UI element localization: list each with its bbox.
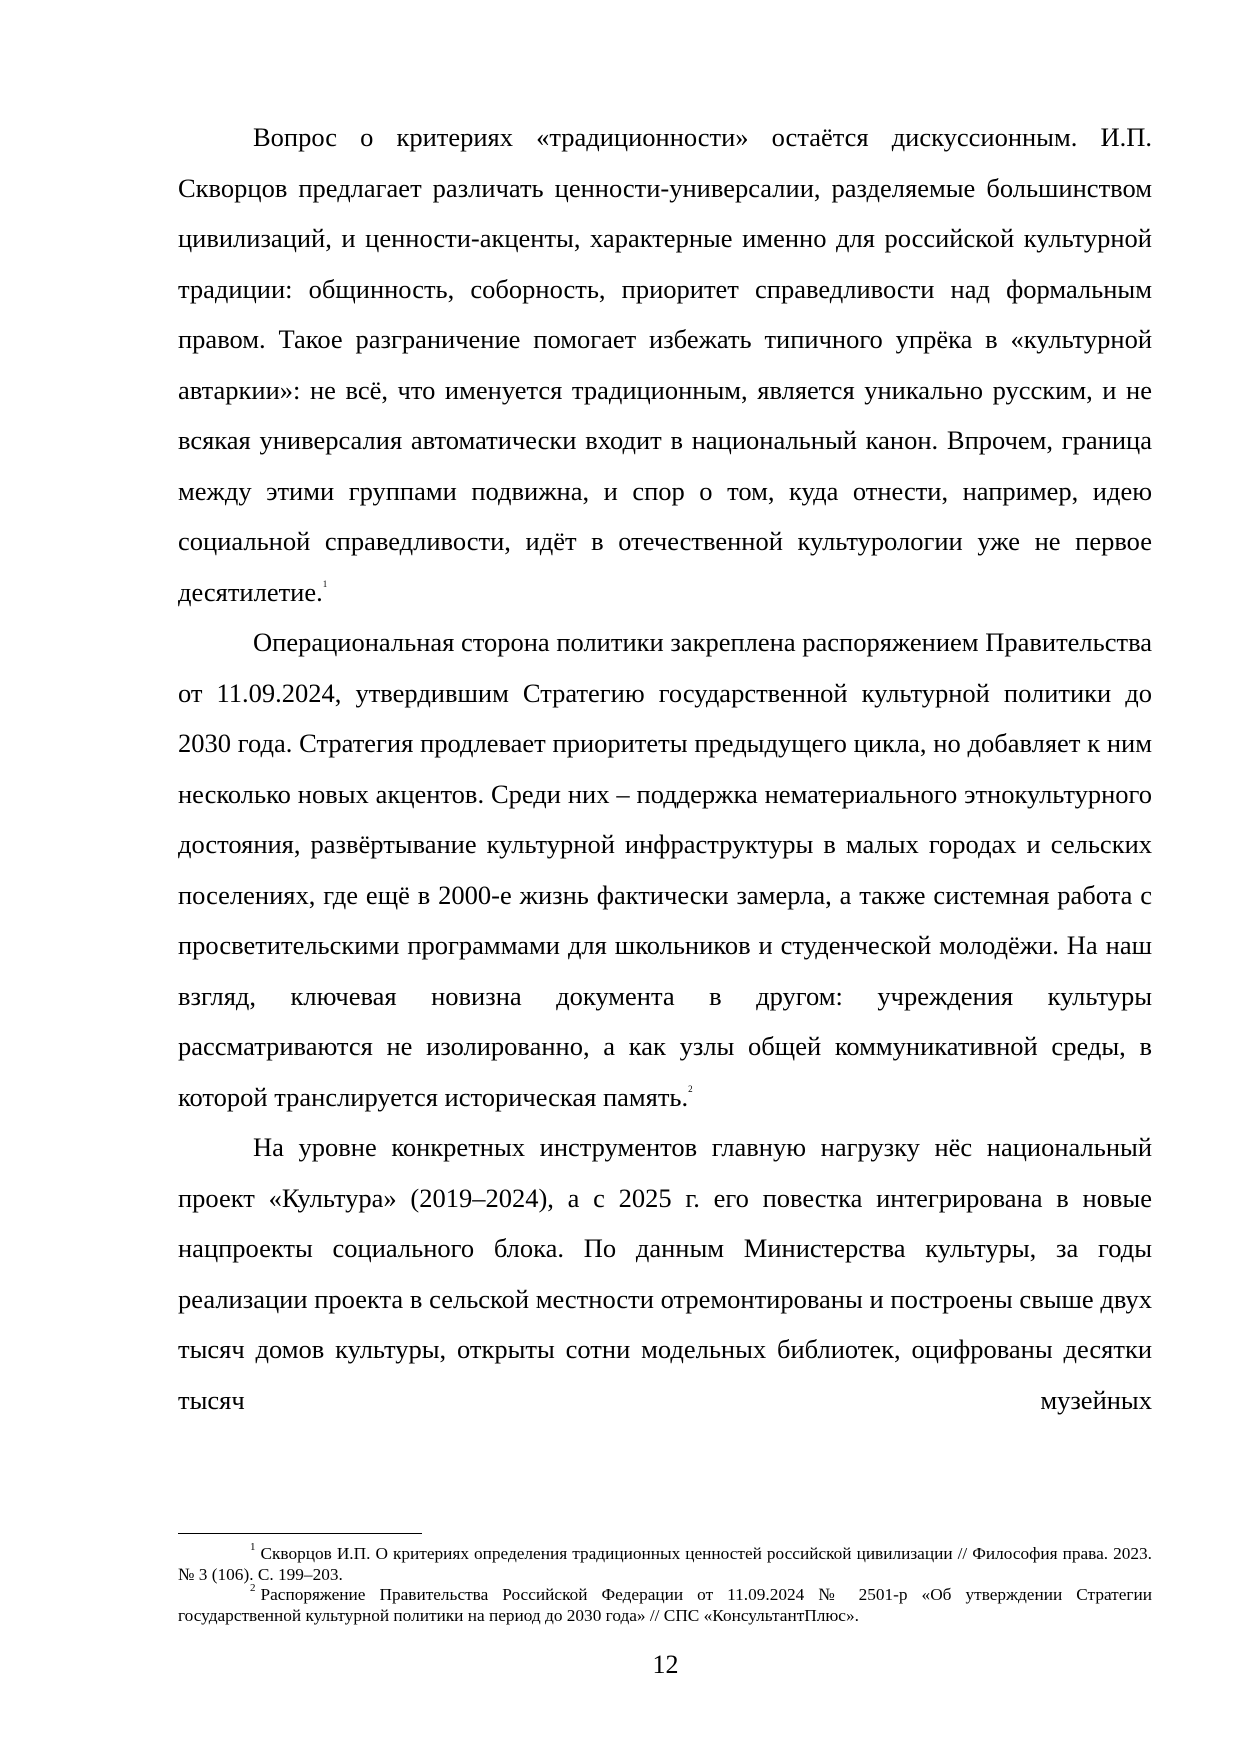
footnote-2: [178, 1582, 1152, 1626]
footnote-reference[interactable]: 2: [688, 1083, 693, 1094]
footnote-mark: 1: [250, 1541, 256, 1554]
footnote-text: Распоряжение Правительства Российской Федерации от 11.09.2024 № 2501-р «Об утверждении Стратегии государственной культурной политики на период до 2030 года» // СПС «КонсультантПлюс».: [178, 1585, 1152, 1625]
paragraph-strategy-2030: [178, 617, 1152, 1122]
footnotes: [178, 1541, 1152, 1626]
paragraph-text: На уровне конкретных инструментов главную нагрузку нёс национальный проект «Культура» (2019–2024), а с 2025 г. его повестка интегрирована в новые нацпроекты социального блока. По данным Министерства культуры, за годы реализации проекта в сельской местности отремонтированы и построены свыше двух тысяч домов культуры, открыты сотни модельных библиотек, оцифрованы десятки тысяч музейных: [178, 1132, 1152, 1415]
paragraph-national-project: [178, 1122, 1152, 1425]
paragraph-traditionality-criteria: [178, 112, 1152, 617]
footnote-1: [178, 1541, 1152, 1585]
footnote-reference[interactable]: 1: [322, 578, 328, 589]
body-text: [178, 112, 1152, 1425]
paragraph-text: Операциональная сторона политики закреплена распоряжением Правительства от 11.09.2024, утвердившим Стратегию государственной культурной политики до 2030 года. Стратегия продлевает приоритеты предыдущего цикла, но добавляет к ним несколько новых акцентов. Среди них – поддержка нематериального этнокультурного достояния, развёртывание культурной инфраструктуры в малых городах и сельских поселениях, где ещё в 2000-е жизнь фактически замерла, а также системная работа с просветительскими программами для школьников и студенческой молодёжи. На наш взгляд, ключевая новизна документа в другом: учреждения культуры рассматриваются не изолированно, а как узлы общей коммуникативной среды, в которой транслируется историческая память.: [178, 627, 1152, 1112]
footnote-separator: [178, 1533, 422, 1534]
paragraph-text: Вопрос о критериях «традиционности» остаётся дискуссионным. И.П. Скворцов предлагает различать ценности-универсалии, разделяемые большинством цивилизаций, и ценности-акценты, характерные именно для российской культурной традиции: общинность, соборность, приоритет справедливости над формальным правом. Такое разграничение помогает избежать типичного упрёка в «культурной автаркии»: не всё, что именуется традиционным, является уникально русским, и не всякая универсалия автоматически входит в национальный канон. Впрочем, граница между этими группами подвижна, и спор о том, куда отнести, например, идею социальной справедливости, идёт в отечественной культурологии уже не первое десятилетие.: [178, 122, 1152, 607]
page-number: 12: [652, 1650, 679, 1679]
footnote-text: Скворцов И.П. О критериях определения традиционных ценностей российской цивилизации // Философия права. 2023. № 3 (106). С. 199–203.: [178, 1544, 1152, 1584]
footnote-mark: 2: [250, 1582, 256, 1595]
